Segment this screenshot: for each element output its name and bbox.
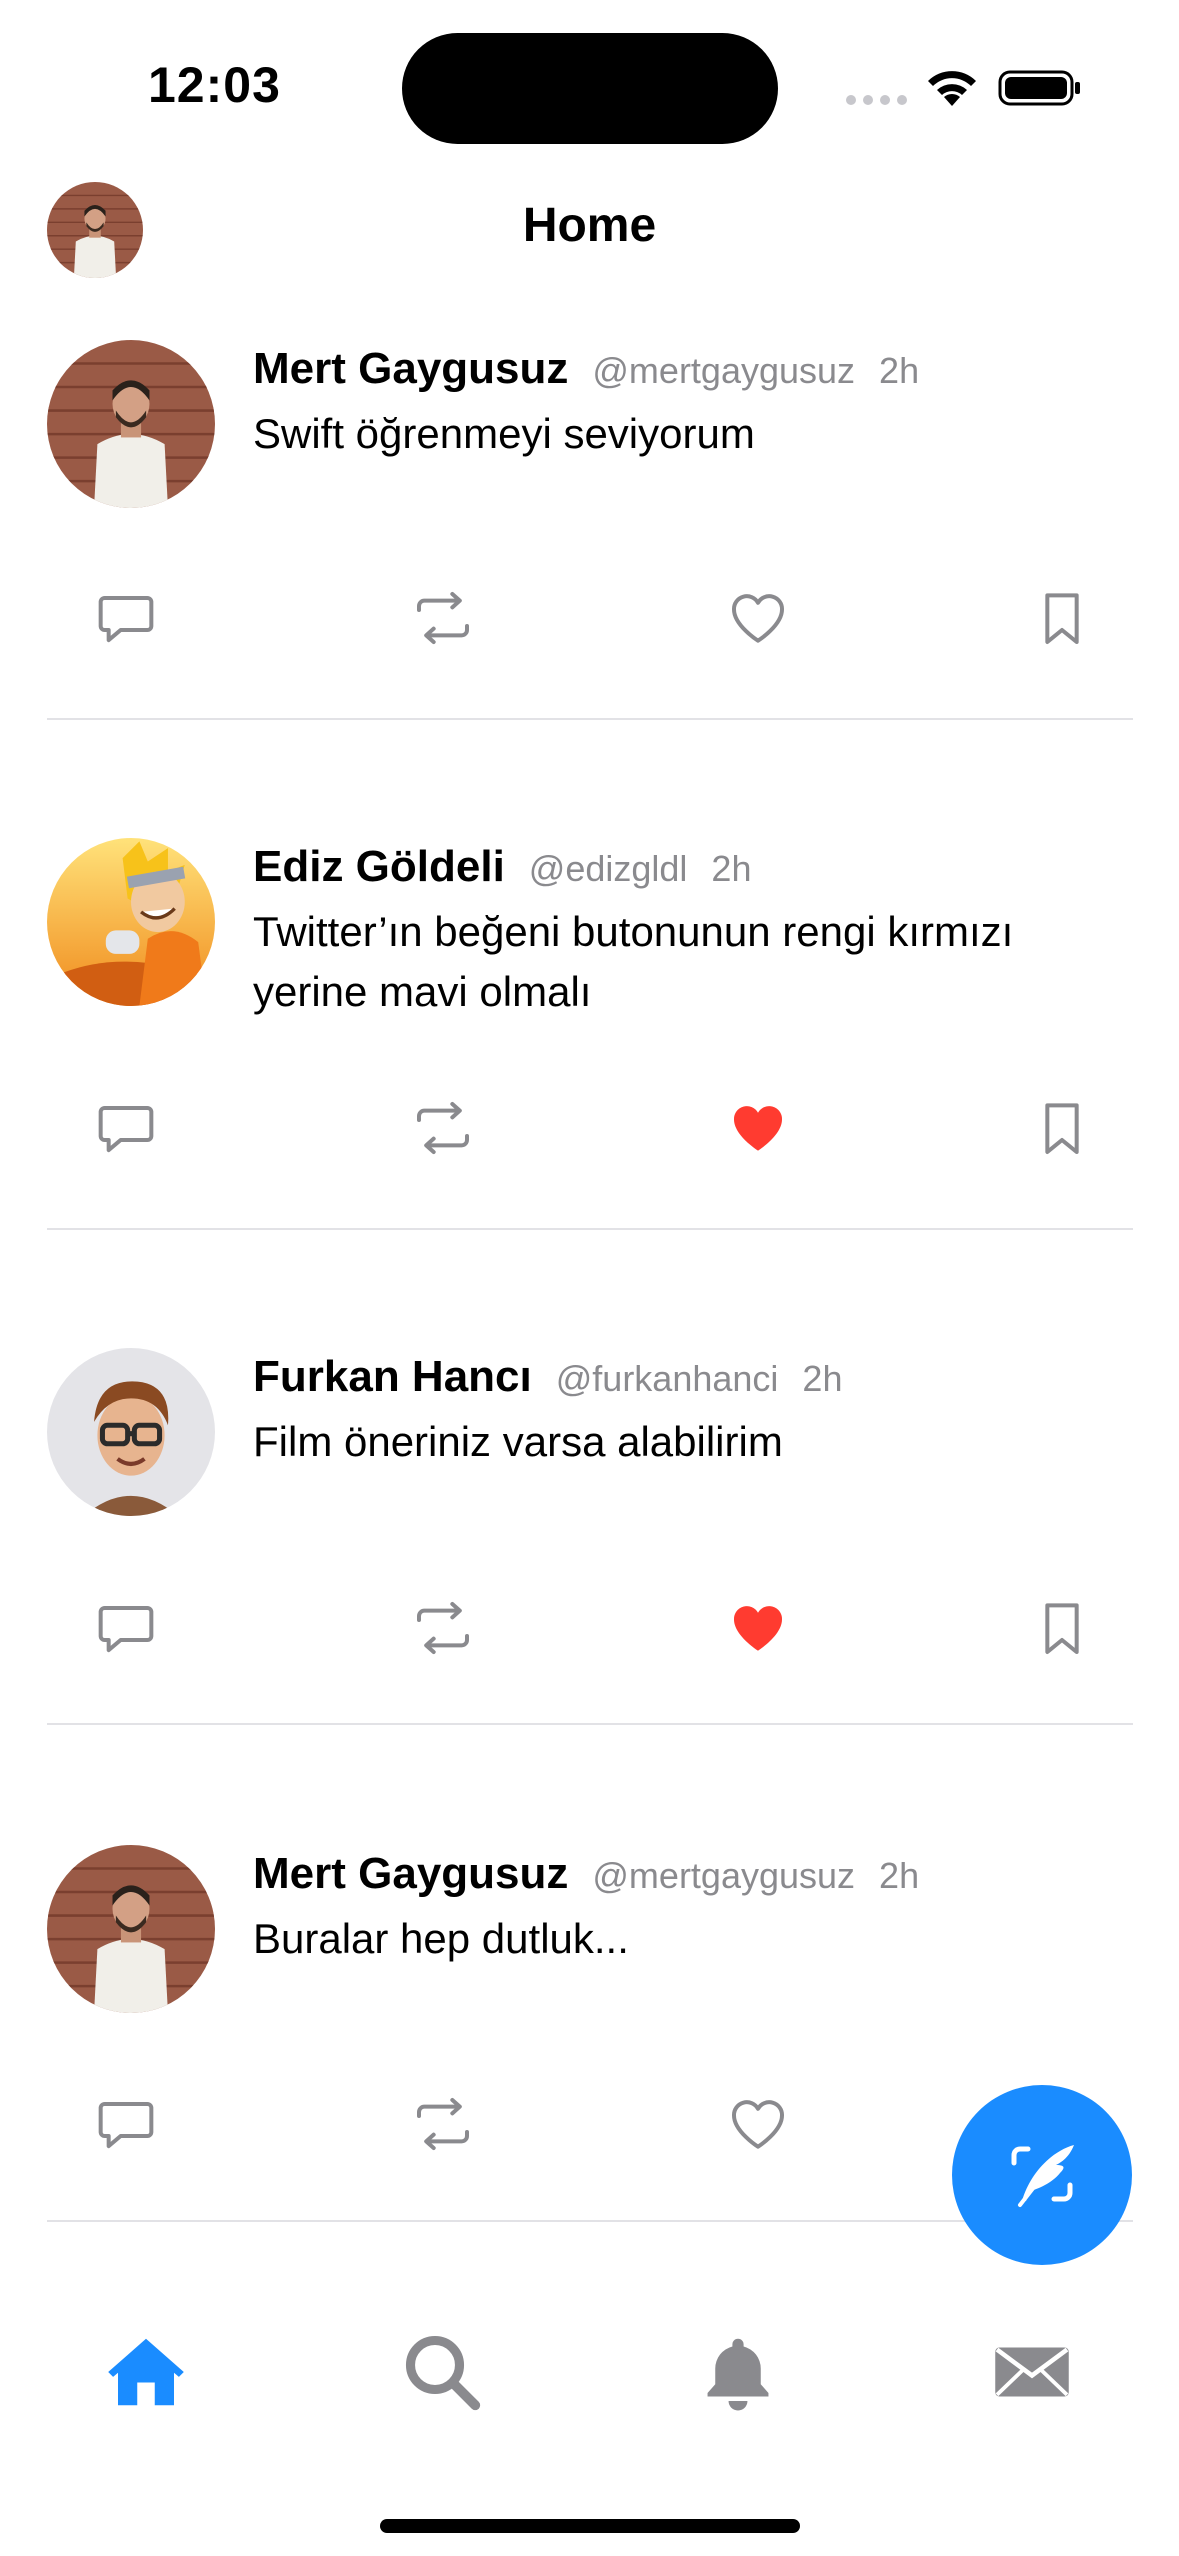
tweet-author-name: Furkan Hancı: [253, 1352, 532, 1401]
tweet-timestamp: 2h: [802, 1358, 843, 1399]
bell-icon: [696, 2330, 780, 2414]
bookmark-icon: [1030, 1096, 1094, 1160]
tweet-cell[interactable]: [0, 340, 1179, 722]
envelope-icon: [990, 2330, 1074, 2414]
like-button[interactable]: [726, 1596, 790, 1660]
retweet-icon: [411, 1596, 475, 1660]
avatar[interactable]: [47, 340, 215, 508]
divider: [47, 718, 1133, 720]
bookmark-button[interactable]: [1030, 586, 1094, 650]
tweet-text: Film öneriniz varsa alabilirim: [253, 1418, 783, 1465]
tweet-author-handle: @mertgaygusuz: [592, 350, 856, 391]
tweet-timestamp: 2h: [711, 848, 752, 889]
retweet-icon: [411, 1096, 475, 1160]
like-button[interactable]: [726, 586, 790, 650]
tweet-author-name: Mert Gaygusuz: [253, 1849, 569, 1898]
divider: [47, 1228, 1133, 1230]
wifi-icon: [924, 64, 980, 108]
tweet-author-handle: @mertgaygusuz: [592, 1855, 856, 1896]
tweet-text: Buralar hep dutluk...: [253, 1915, 629, 1962]
feather-icon: [952, 2085, 1132, 2265]
reply-button[interactable]: [94, 1596, 158, 1660]
status-time: 12:03: [148, 57, 281, 113]
tweet-timestamp: 2h: [879, 350, 920, 391]
retweet-button[interactable]: [411, 1096, 475, 1160]
avatar[interactable]: [47, 1845, 215, 2013]
bookmark-button[interactable]: [1030, 1596, 1094, 1660]
like-button[interactable]: [726, 1096, 790, 1160]
reply-icon: [94, 1596, 158, 1660]
tweet-text: Swift öğrenmeyi seviyorum: [253, 410, 755, 457]
retweet-icon: [411, 2092, 475, 2156]
retweet-icon: [411, 586, 475, 650]
tweet-author-handle: @furkanhanci: [555, 1358, 779, 1399]
tab-bar: [0, 2290, 1179, 2556]
retweet-button[interactable]: [411, 586, 475, 650]
heart-filled-icon: [726, 1096, 790, 1160]
tab-search[interactable]: [400, 2330, 484, 2414]
tab-messages[interactable]: [990, 2330, 1074, 2414]
dynamic-island: [402, 33, 778, 144]
battery-icon: [998, 68, 1082, 108]
heart-filled-icon: [726, 1596, 790, 1660]
reply-icon: [94, 2092, 158, 2156]
search-icon: [400, 2330, 484, 2414]
bookmark-icon: [1030, 586, 1094, 650]
avatar[interactable]: [47, 1348, 215, 1516]
divider: [47, 1723, 1133, 1725]
tweet-author-handle: @edizgldl: [528, 848, 688, 889]
page-title: Home: [522, 199, 657, 252]
heart-icon: [726, 2092, 790, 2156]
tweet-timestamp: 2h: [879, 1855, 920, 1896]
bookmark-icon: [1030, 1596, 1094, 1660]
avatar[interactable]: [47, 838, 215, 1006]
home-icon: [104, 2330, 188, 2414]
reply-icon: [94, 1096, 158, 1160]
reply-button[interactable]: [94, 2092, 158, 2156]
tweet-cell[interactable]: [0, 1348, 1179, 1728]
bookmark-button[interactable]: [1030, 1096, 1094, 1160]
tweet-author-name: Ediz Göldeli: [253, 842, 505, 891]
status-bar: [0, 0, 1179, 160]
tweet-cell[interactable]: [0, 838, 1179, 1230]
home-indicator: [380, 2519, 800, 2533]
like-button[interactable]: [726, 2092, 790, 2156]
compose-tweet-button[interactable]: [952, 2085, 1132, 2265]
retweet-button[interactable]: [411, 2092, 475, 2156]
navigation-bar: [0, 170, 1179, 290]
reply-button[interactable]: [94, 1096, 158, 1160]
reply-button[interactable]: [94, 586, 158, 650]
cellular-signal-icon: [846, 94, 908, 106]
tab-notifications[interactable]: [696, 2330, 780, 2414]
tweet-text: Twitter’ın beğeni butonunun rengi kırmızı yerine mavi olmalı: [253, 908, 1014, 1015]
tab-home[interactable]: [104, 2330, 188, 2414]
reply-icon: [94, 586, 158, 650]
tweet-author-name: Mert Gaygusuz: [253, 344, 569, 393]
retweet-button[interactable]: [411, 1596, 475, 1660]
heart-icon: [726, 586, 790, 650]
